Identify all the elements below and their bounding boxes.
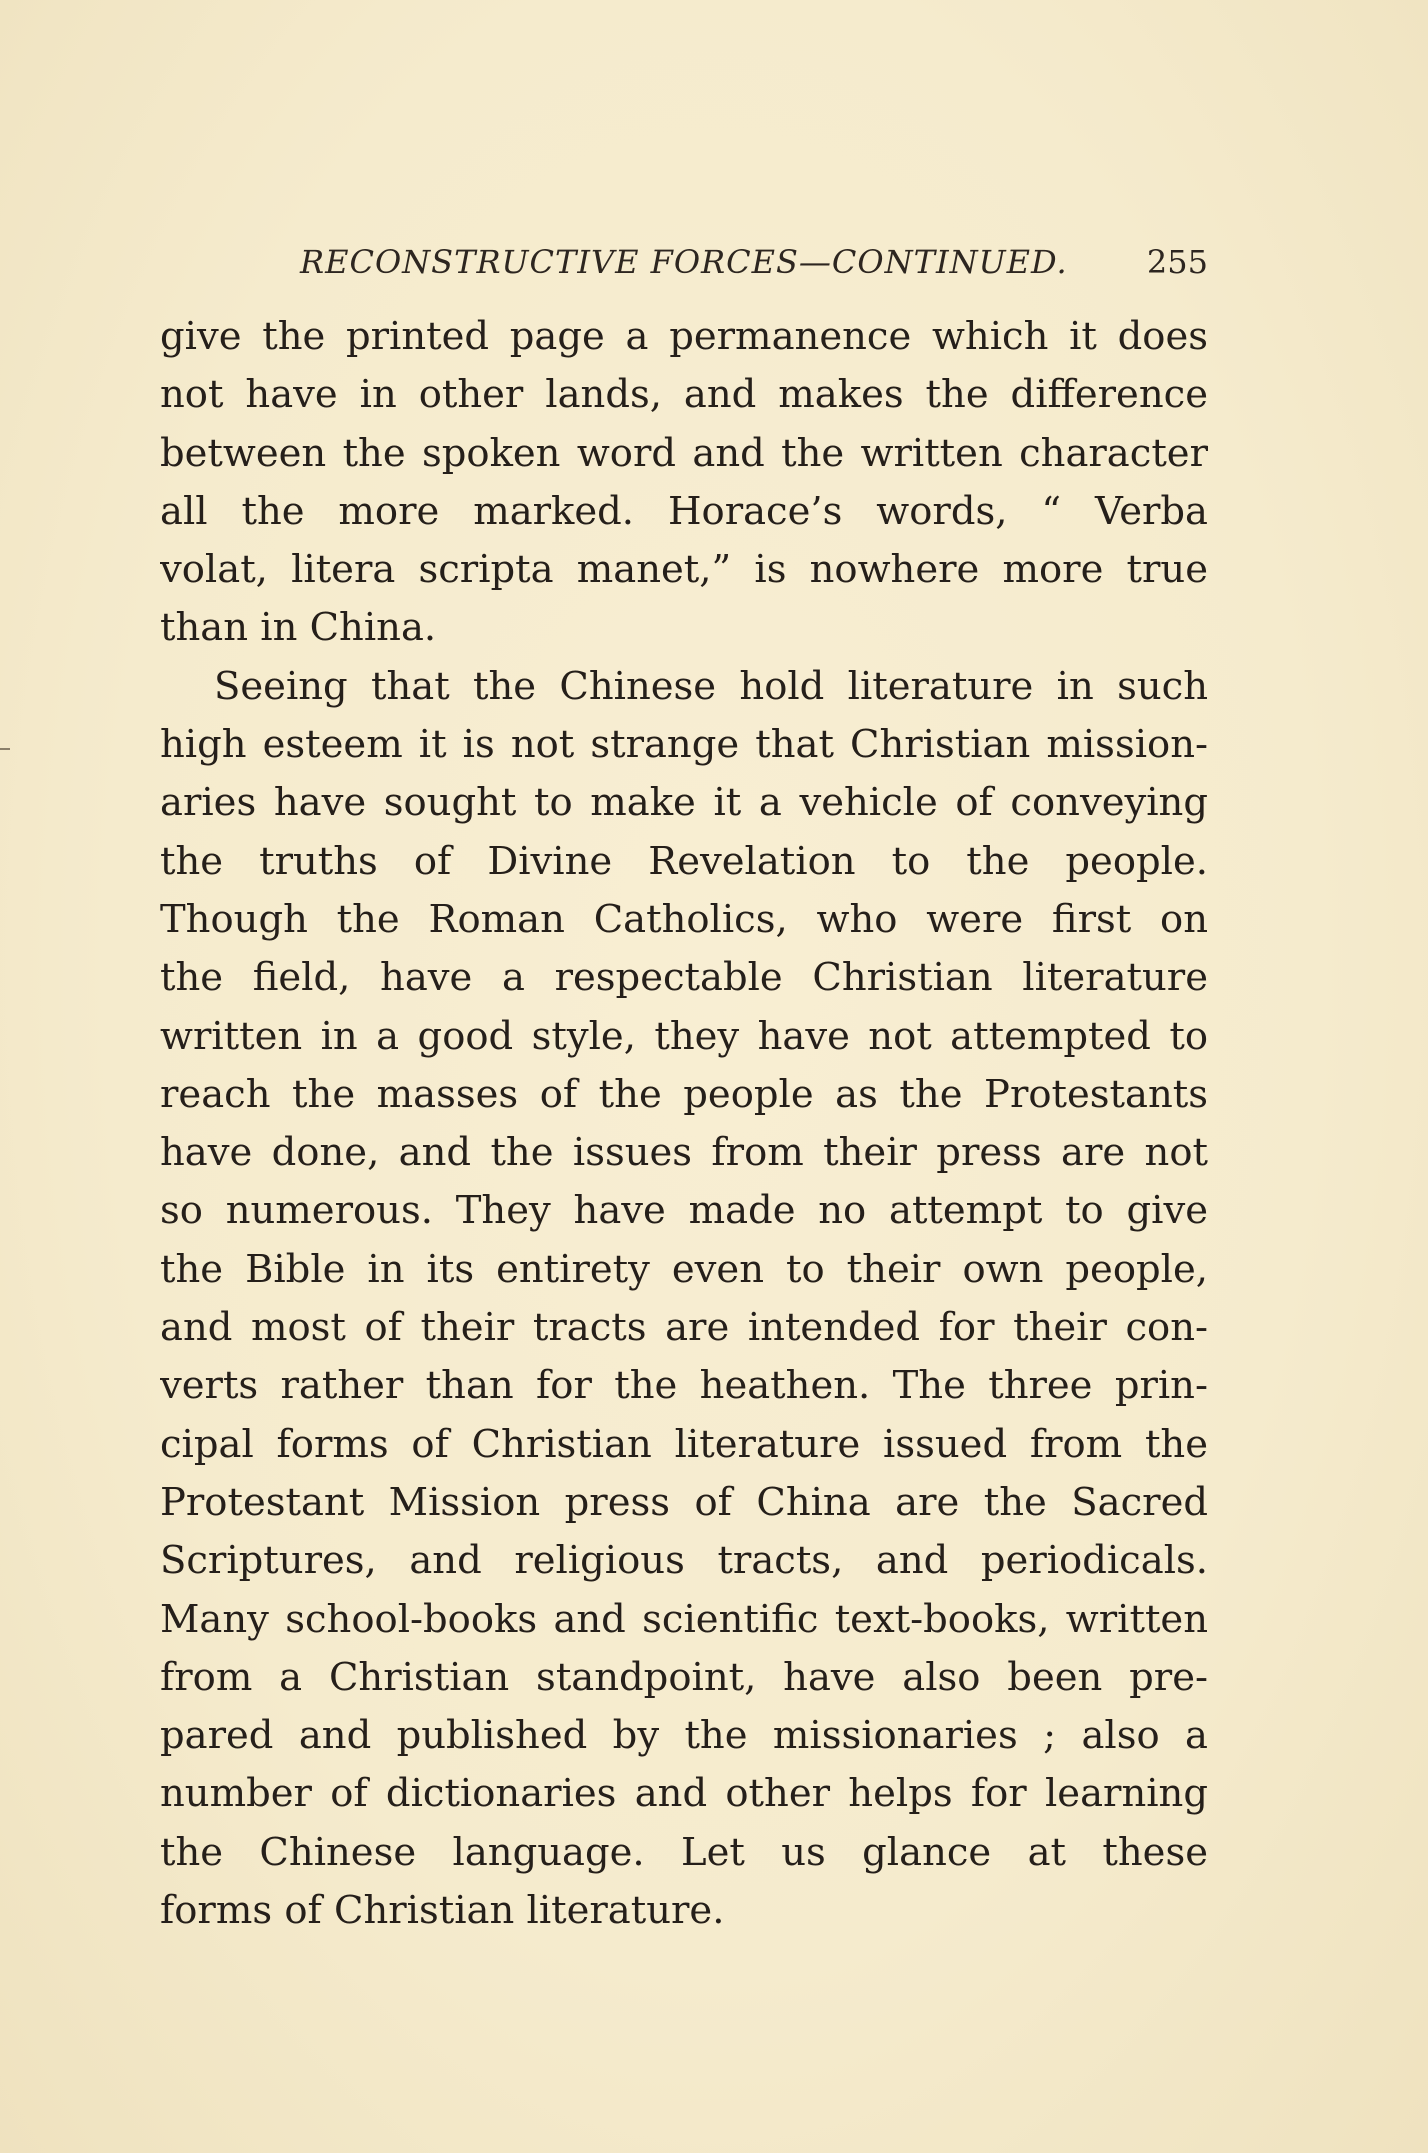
margin-mark	[0, 748, 10, 750]
page-number: 255	[1146, 243, 1208, 281]
text-line: number of dictionaries and other helps for learning	[160, 1771, 1208, 1817]
text-line: all the more marked. Horace’s words, “ Verba	[160, 488, 1208, 534]
paragraph-1	[160, 308, 1208, 658]
running-head	[160, 236, 1208, 288]
text-line: give the printed page a permanence which it does	[160, 314, 1208, 359]
text-line: have done, and the issues from their press are not	[160, 1130, 1208, 1176]
running-title: RECONSTRUCTIVE FORCES—CONTINUED.	[300, 243, 1068, 281]
text-line: Though the Roman Catholics, who were first on	[160, 896, 1208, 942]
text-line: Many school-books and scientific text-books, written	[160, 1596, 1208, 1642]
text-line: the Chinese language. Let us glance at these	[160, 1829, 1208, 1875]
text-line: cipal forms of Christian literature issued from the	[160, 1421, 1208, 1467]
text-line: the field, have a respectable Christian literature	[160, 955, 1208, 1001]
text-line: the truths of Divine Revelation to the people.	[160, 838, 1208, 884]
text-line: between the spoken word and the written character	[160, 430, 1208, 476]
text-line: verts rather than for the heathen. The three prin-	[160, 1363, 1208, 1409]
text-line: aries have sought to make it a vehicle of conveying	[160, 780, 1208, 826]
text-line: the Bible in its entirety even to their own people,	[160, 1246, 1208, 1292]
text-line: high esteem it is not strange that Christian mission-	[160, 722, 1208, 768]
text-line: than in China.	[160, 605, 437, 651]
text-line: volat, litera scripta manet,” is nowhere more true	[160, 547, 1208, 593]
text-line: from a Christian standpoint, have also been pre-	[160, 1654, 1208, 1700]
text-line: Scriptures, and religious tracts, and periodicals.	[160, 1538, 1208, 1584]
text-line: not have in other lands, and makes the difference	[160, 372, 1208, 418]
paragraph-2	[160, 658, 1208, 1941]
text-line: and most of their tracts are intended for their con-	[160, 1305, 1208, 1351]
text-line: reach the masses of the people as the Protestants	[160, 1071, 1208, 1117]
text-line: Seeing that the Chinese hold literature in such	[214, 663, 1208, 709]
text-line: pared and published by the missionaries ; also a	[160, 1713, 1208, 1759]
text-line: so numerous. They have made no attempt to give	[160, 1188, 1208, 1234]
text-line: Protestant Mission press of China are the Sacred	[160, 1479, 1208, 1525]
text-line: written in a good style, they have not attempted to	[160, 1013, 1208, 1059]
body-text	[160, 308, 1208, 1940]
text-line: forms of Christian literature.	[160, 1888, 725, 1934]
